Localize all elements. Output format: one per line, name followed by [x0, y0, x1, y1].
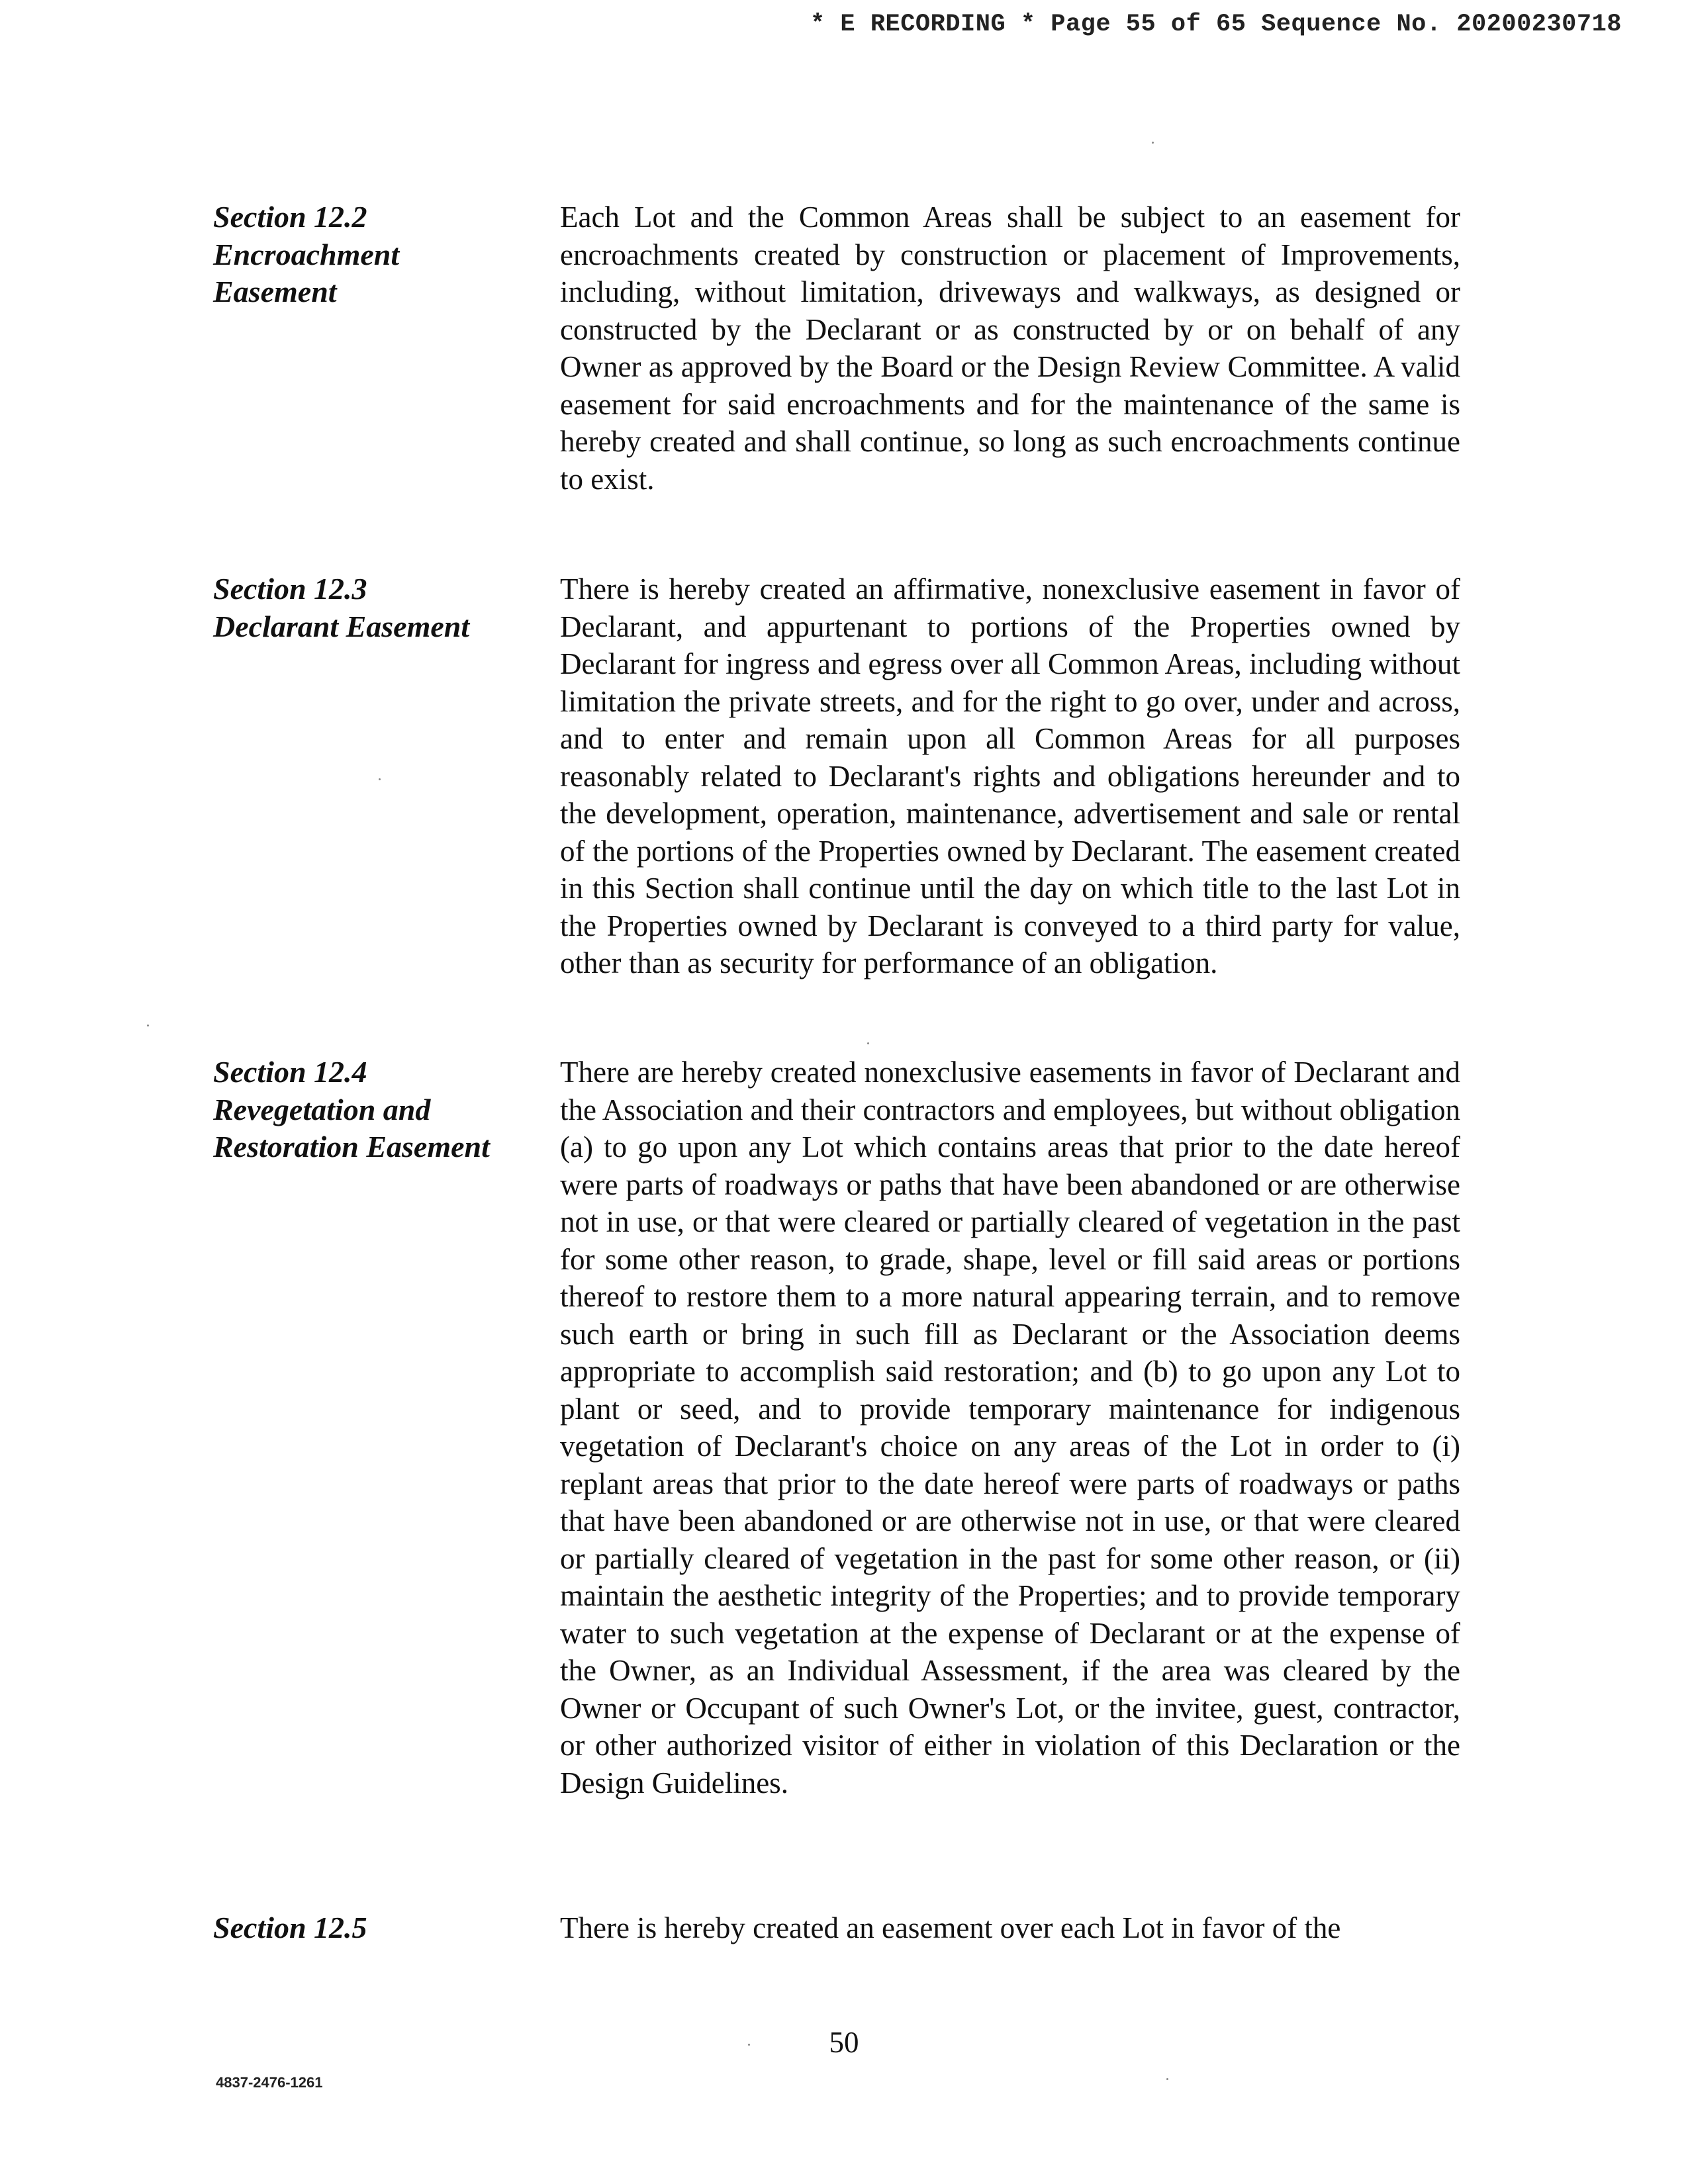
section-title-line: Restoration Easement: [213, 1130, 490, 1163]
document-id: 4837-2476-1261: [216, 2074, 323, 2091]
section-title-line: Declarant Easement: [213, 609, 470, 643]
scan-speck: [1152, 142, 1154, 144]
section-number: Section 12.4: [213, 1055, 367, 1089]
section-body: There is hereby created an easement over each Lot in favor of the: [560, 1911, 1341, 1944]
section-number: Section 12.5: [213, 1911, 367, 1944]
section-heading: [213, 199, 524, 311]
section-number: Section 12.3: [213, 572, 367, 606]
section-body: There is hereby created an affirmative, nonexclusive easement in favor of Declarant, and appurtenant to portions of the Properties owned by Declarant for ingress and egress over all Common Areas, including without limitation the private streets, and for the right to go over, under and across, and to enter and remain upon all Common Areas for all purposes reasonably related to Declarant's rights and obligations hereunder and to the development, operation, maintenance, advertisement and sale or rental of the portions of the Properties owned by Declarant. The easement created in this Section shall continue until the day on which title to the last Lot in the Properties owned by Declarant is conveyed to a third party for value, other than as security for performance of an obligation.: [560, 572, 1460, 979]
section-heading: [213, 570, 524, 645]
section-title-line: Encroachment: [213, 237, 400, 271]
scan-speck: [1166, 2078, 1168, 2080]
section-body: There are hereby created nonexclusive easements in favor of Declarant and the Association and their contractors and employees, but without obligation (a) to go upon any Lot which contains areas that prior to the date hereof were parts of roadways or paths that have been abandoned or are otherwise not in use, or that were cleared or partially cleared of vegetation in the past for some other reason, to grade, shape, level or fill said areas or portions thereof to restore them to a more natural appearing terrain, and to remove such earth or bring in such fill as Declarant or the Association deems appropriate to accomplish said restoration; and (b) to go upon any Lot to plant or seed, and to provide temporary maintenance for indigenous vegetation of Declarant's choice on any areas of the Lot in order to (i) replant areas that prior to the date hereof were parts of roadways or paths that have been abandoned or are otherwise not in use, or that were cleared or partially cleared of vegetation in the past for some other reason, or (ii) maintain the aesthetic integrity of the Properties; and to provide temporary water to such vegetation at the expense of Declarant or at the expense of the Owner, as an Individual Assessment, if the area was cleared by the Owner or Occupant of such Owner's Lot, or the invitee, guest, contractor, or other authorized visitor of either in violation of this Declaration or the Design Guidelines.: [560, 1056, 1460, 1799]
section-number: Section 12.2: [213, 200, 367, 234]
section-title-line: Revegetation and: [213, 1092, 431, 1126]
scan-speck: [867, 1042, 869, 1044]
scan-speck: [147, 1024, 149, 1026]
scan-speck: [748, 2044, 750, 2046]
recording-header: * E RECORDING * Page 55 of 65 Sequence No. 20200230718: [810, 11, 1622, 38]
section-title-line: Easement: [213, 275, 337, 308]
scan-speck: [379, 778, 381, 780]
section-body: Each Lot and the Common Areas shall be subject to an easement for encroachments created by construction or placement of Improvements, including, without limitation, driveways and walkways, as designed or constructed by the Declarant or as constructed by or on behalf of any Owner as approved by the Board or the Design Review Committee. A valid easement for said encroachments and for the maintenance of the same is hereby created and shall continue, so long as such encroachments continue to exist.: [560, 201, 1460, 496]
section-heading: [213, 1054, 524, 1166]
section-heading: [213, 1909, 524, 1947]
page-number: 50: [829, 2026, 859, 2059]
